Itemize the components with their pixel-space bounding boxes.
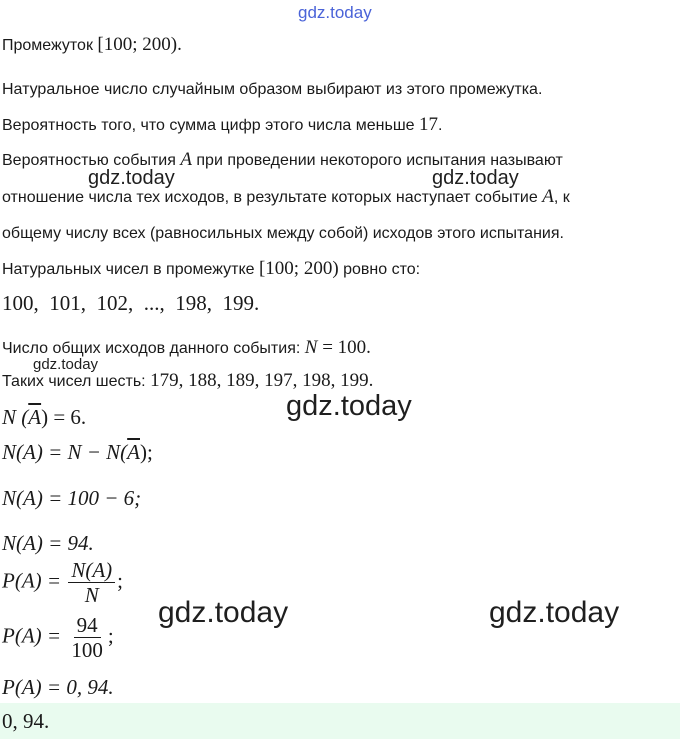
fraction-numerator: N(A) bbox=[68, 558, 115, 583]
probability-line bbox=[2, 115, 442, 136]
event-var: A bbox=[180, 149, 192, 170]
six-numbers-math: 179, 188, 189, 197, 198, 199. bbox=[150, 370, 374, 391]
definition-text: Вероятностью события bbox=[2, 152, 176, 169]
total-outcomes-label: Число общих исходов данного события: bbox=[2, 340, 301, 357]
definition-text: отношение числа тех исходов, в результате которых наступает событие bbox=[2, 189, 538, 206]
answer-band bbox=[0, 703, 680, 739]
naturals-line bbox=[2, 259, 420, 280]
event-var: A bbox=[542, 186, 554, 207]
naturals-end: ровно сто: bbox=[343, 261, 421, 278]
naturals-math: [100; 200) bbox=[258, 258, 339, 279]
total-outcomes-value: = 100. bbox=[317, 337, 371, 358]
watermark: gdz.today bbox=[432, 167, 519, 189]
eq-part: ; bbox=[107, 623, 114, 648]
interval-math: [100; 200) bbox=[97, 34, 178, 55]
watermark: gdz.today bbox=[286, 390, 412, 422]
equation-complement-count bbox=[2, 404, 86, 430]
definition-line-2 bbox=[2, 187, 570, 208]
watermark-top: gdz.today bbox=[298, 3, 372, 22]
eq-part: P(A) = bbox=[2, 623, 67, 648]
total-outcomes-var: N bbox=[304, 337, 318, 358]
fraction-numerator: 94 bbox=[74, 613, 101, 638]
fraction-denominator: 100 bbox=[71, 638, 103, 662]
eq-part: ); bbox=[140, 440, 153, 464]
naturals-label: Натуральных чисел в промежутке bbox=[2, 261, 255, 278]
interval-label: Промежуток bbox=[2, 37, 93, 54]
definition-text: , к bbox=[553, 189, 570, 206]
eq-bar: $\overline{A}$ bbox=[127, 440, 140, 464]
equation-probability-sub bbox=[2, 613, 114, 662]
watermark: gdz.today bbox=[158, 596, 289, 629]
definition-line-3: общему числу всех (равносильных между собой) исходов этого испытания. bbox=[2, 225, 564, 242]
eq-part: P(A) = bbox=[2, 568, 67, 593]
probability-math: 17 bbox=[419, 114, 439, 135]
random-choice-text: Натуральное число случайным образом выбирают из этого промежутка. bbox=[2, 81, 543, 98]
six-numbers-line bbox=[2, 371, 373, 392]
number-sequence: 100, 101, 102, ..., 198, 199. bbox=[2, 291, 260, 315]
fraction-denominator: N bbox=[84, 583, 99, 607]
eq-part: ; bbox=[117, 568, 123, 593]
eq-part: N(A) = N − N( bbox=[2, 440, 128, 464]
equation-favorable-result: N(A) = 94. bbox=[2, 531, 94, 555]
interval-line bbox=[2, 35, 182, 56]
probability-label: Вероятность того, что сумма цифр этого числа меньше bbox=[2, 117, 415, 134]
eq-bar: $\overline{A}$ bbox=[28, 405, 42, 429]
watermark: gdz.today bbox=[489, 596, 620, 629]
definition-text: при проведении некоторого испытания называют bbox=[196, 152, 563, 169]
equation-probability-formula bbox=[2, 558, 123, 607]
final-answer: 0, 94. bbox=[2, 709, 50, 733]
watermark: gdz.today bbox=[88, 167, 175, 189]
probability-end: . bbox=[438, 117, 443, 134]
fraction bbox=[68, 613, 106, 662]
total-outcomes-line bbox=[2, 338, 371, 359]
fraction bbox=[68, 558, 115, 607]
equation-probability-result: P(A) = 0, 94. bbox=[2, 675, 114, 699]
equation-favorable-sub: N(A) = 100 − 6; bbox=[2, 486, 142, 510]
eq-part: N ( bbox=[2, 405, 29, 429]
eq-part: ) = 6. bbox=[41, 405, 87, 429]
equation-favorable-formula bbox=[2, 439, 153, 465]
six-numbers-label: Таких чисел шесть: bbox=[2, 373, 146, 390]
definition-line-1 bbox=[2, 150, 563, 171]
interval-end: . bbox=[177, 34, 182, 55]
watermark: gdz.today bbox=[33, 356, 99, 373]
